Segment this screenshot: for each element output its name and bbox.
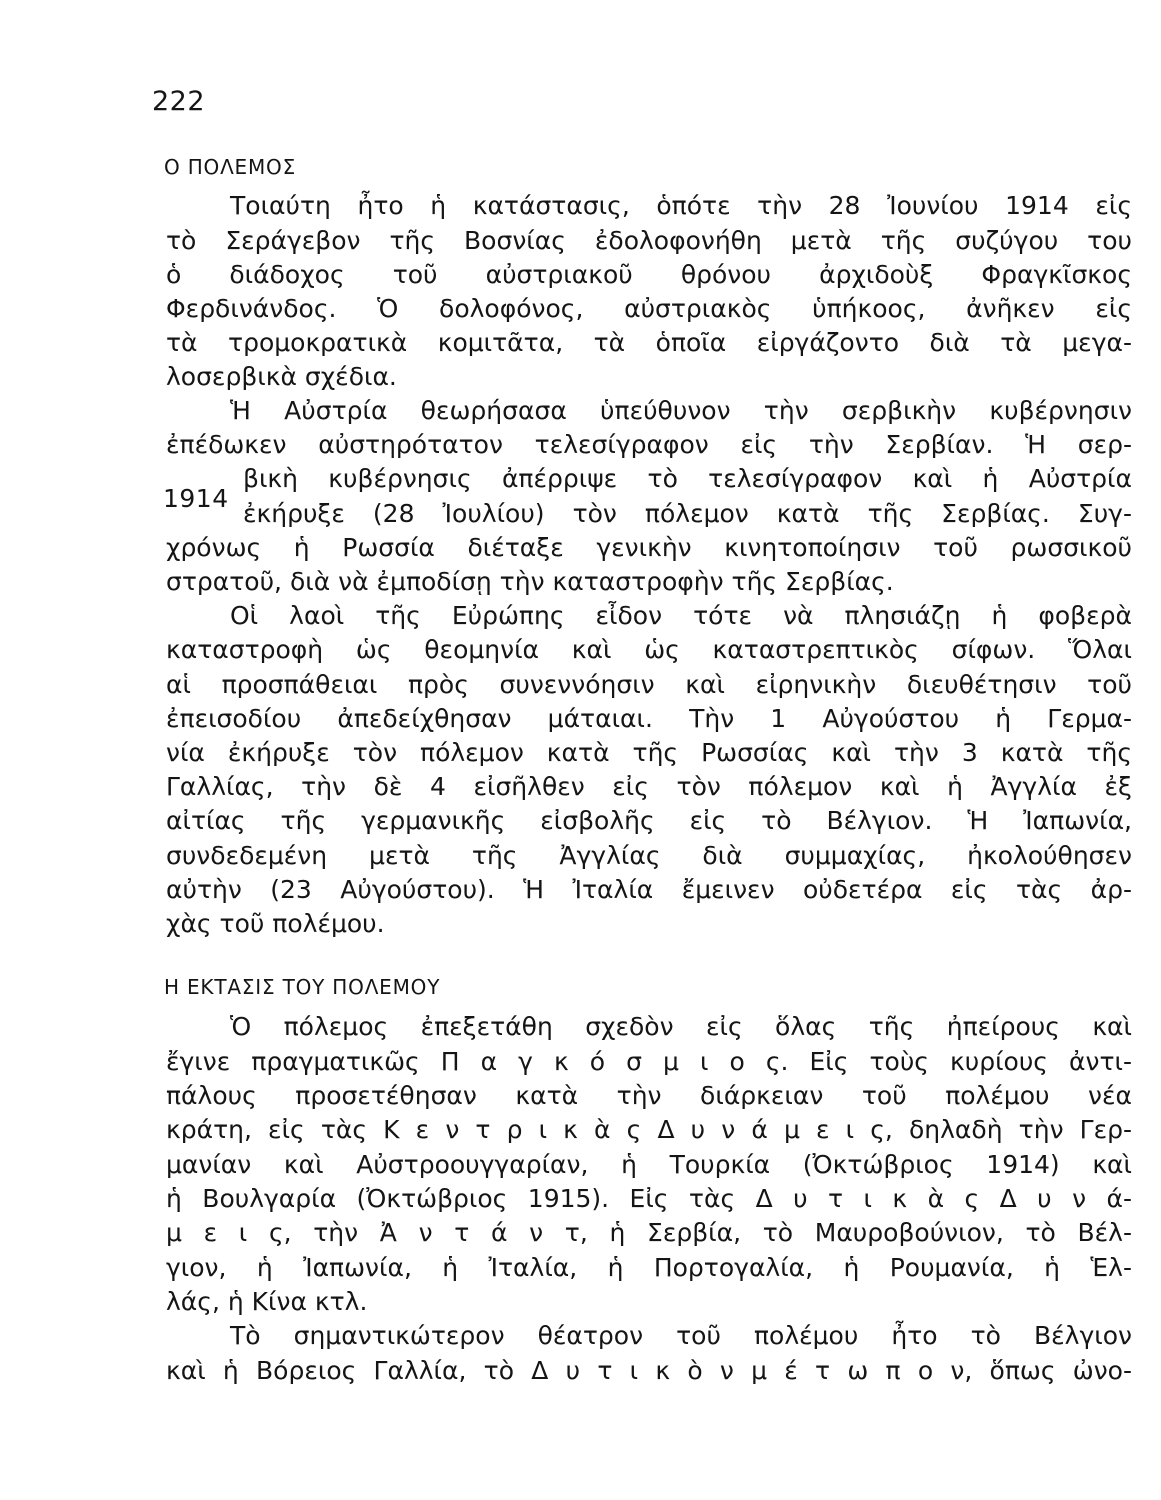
text-line: λάς, ἡ Κίνα κτλ. [166, 1287, 368, 1316]
text-line: ἔγινε πραγματικῶς Π α γ κ ό σ μ ι ο ς. Εἰς τοὺς κυρίους ἀντι- [166, 1047, 1132, 1076]
text-line: Γαλλίας, τὴν δὲ 4 εἰσῆλθεν εἰς τὸν πόλεμον καὶ ἡ Ἀγγλία ἐξ [166, 772, 1132, 801]
text-line: ἐκήρυξε (28 Ἰουλίου) τὸν πόλεμον κατὰ τῆς Σερβίας. Συγ- [243, 499, 1132, 528]
text-line: αἰτίας τῆς γερμανικῆς εἰσβολῆς εἰς τὸ Βέλγιον. Ἡ Ἰαπωνία, [166, 806, 1132, 835]
text-line: βικὴ κυβέρνησις ἀπέρριψε τὸ τελεσίγραφον καὶ ἡ Αὐστρία [243, 464, 1132, 493]
section-heading: Ο ΠΟΛΕΜΟΣ [164, 155, 297, 179]
text-line: κράτη, εἰς τὰς Κ ε ν τ ρ ι κ ὰ ς Δ υ ν ά μ ε ι ς, δηλαδὴ τὴν Γερ- [166, 1115, 1132, 1144]
text-line: καὶ ἡ Βόρειος Γαλλία, τὸ Δ υ τ ι κ ὸ ν μ έ τ ω π ο ν, ὅπως ὠνο- [166, 1356, 1132, 1385]
text-line: αἱ προσπάθειαι πρὸς συνεννόησιν καὶ εἰρηνικὴν διευθέτησιν τοῦ [166, 670, 1132, 699]
text-line: συνδεδεμένη μετὰ τῆς Ἀγγλίας διὰ συμμαχίας, ἠκολούθησεν [166, 841, 1132, 870]
text-line: χὰς τοῦ πολέμου. [166, 909, 385, 938]
text-line: ὁ διάδοχος τοῦ αὐστριακοῦ θρόνου ἀρχιδοὺξ Φραγκῖσκος [166, 260, 1132, 289]
text-line: τὸ Σεράγεβον τῆς Βοσνίας ἐδολοφονήθη μετὰ τῆς συζύγου του [166, 226, 1132, 255]
text-line: πάλους προσετέθησαν κατὰ τὴν διάρκειαν τοῦ πολέμου νέα [166, 1081, 1132, 1110]
text-line: χρόνως ἡ Ρωσσία διέταξε γενικὴν κινητοποίησιν τοῦ ρωσσικοῦ [166, 533, 1132, 562]
text-line: λοσερβικὰ σχέδια. [166, 362, 397, 391]
text-line: Ὁ πόλεμος ἐπεξετάθη σχεδὸν εἰς ὅλας τῆς ἠπείρους καὶ [230, 1012, 1132, 1041]
page-number: 222 [152, 86, 206, 117]
text-line: Τοιαύτη ἦτο ἡ κατάστασις, ὁπότε τὴν 28 Ἰουνίου 1914 εἰς [230, 191, 1132, 220]
text-line: ἐπέδωκεν αὐστηρότατον τελεσίγραφον εἰς τὴν Σερβίαν. Ἡ σερ- [166, 430, 1132, 459]
margin-note-year: 1914 [163, 484, 229, 513]
text-line: καταστροφὴ ὡς θεομηνία καὶ ὡς καταστρεπτικὸς σίφων. Ὅλαι [166, 635, 1132, 664]
text-line: μανίαν καὶ Αὐστροουγγαρίαν, ἡ Τουρκία (Ὀκτώβριος 1914) καὶ [166, 1150, 1132, 1179]
text-line: νία ἐκήρυξε τὸν πόλεμον κατὰ τῆς Ρωσσίας καὶ τὴν 3 κατὰ τῆς [166, 738, 1132, 767]
text-line: στρατοῦ, διὰ νὰ ἐμποδίσῃ τὴν καταστροφὴν τῆς Σερβίας. [166, 567, 894, 596]
text-line: αὐτὴν (23 Αὐγούστου). Ἡ Ἰταλία ἔμεινεν οὐδετέρα εἰς τὰς ἀρ- [166, 875, 1132, 904]
text-line: Τὸ σημαντικώτερον θέατρον τοῦ πολέμου ἦτο τὸ Βέλγιον [230, 1321, 1132, 1350]
text-line: γιον, ἡ Ἰαπωνία, ἡ Ἰταλία, ἡ Πορτογαλία, ἡ Ρουμανία, ἡ Ἑλ- [166, 1253, 1132, 1282]
text-line: τὰ τρομοκρατικὰ κομιτᾶτα, τὰ ὁποῖα εἰργάζοντο διὰ τὰ μεγα- [166, 328, 1132, 357]
text-line: ἐπεισοδίου ἀπεδείχθησαν μάταιαι. Τὴν 1 Αὐγούστου ἡ Γερμα- [166, 704, 1132, 733]
text-line: Οἱ λαοὶ τῆς Εὐρώπης εἶδον τότε νὰ πλησιάζῃ ἡ φοβερὰ [230, 601, 1132, 630]
text-line: μ ε ι ς, τὴν Ἀ ν τ ά ν τ, ἡ Σερβία, τὸ Μαυροβούνιον, τὸ Βέλ- [166, 1218, 1132, 1247]
text-line: Φερδινάνδος. Ὁ δολοφόνος, αὐστριακὸς ὑπήκοος, ἀνῆκεν εἰς [166, 294, 1132, 323]
text-line: ἡ Βουλγαρία (Ὀκτώβριος 1915). Εἰς τὰς Δ υ τ ι κ ὰ ς Δ υ ν ά- [166, 1184, 1132, 1213]
text-line: Ἡ Αὐστρία θεωρήσασα ὑπεύθυνον τὴν σερβικὴν κυβέρνησιν [230, 396, 1132, 425]
section-heading: Η ΕΚΤΑΣΙΣ ΤΟΥ ΠΟΛΕΜΟΥ [164, 975, 441, 999]
